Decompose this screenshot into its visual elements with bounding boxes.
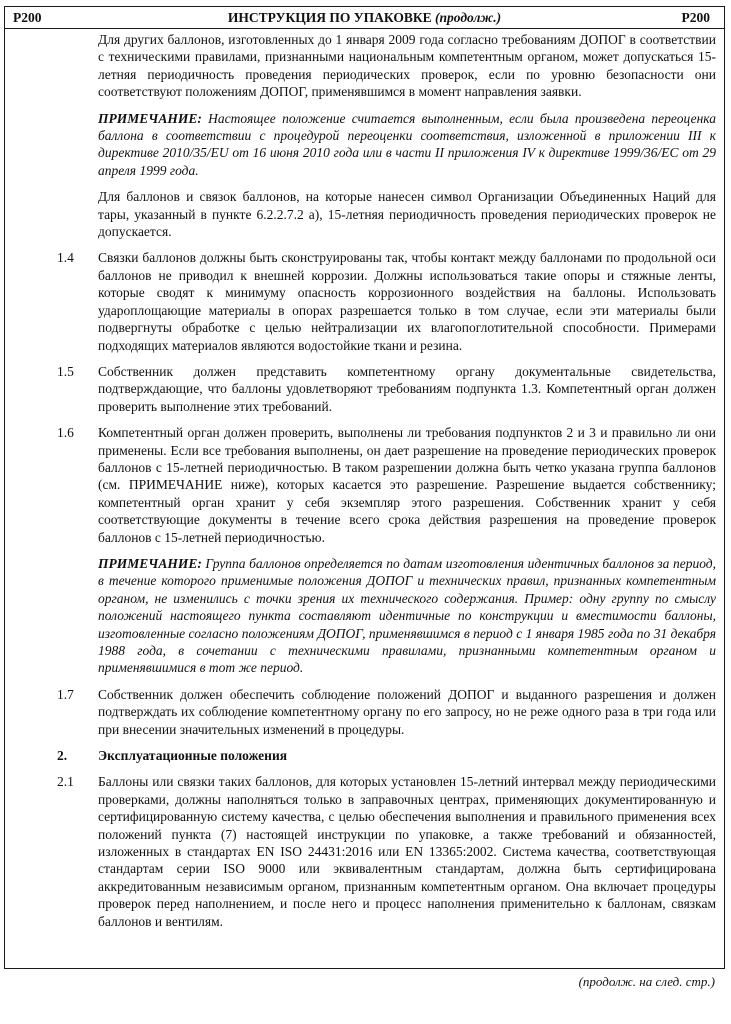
clause-number: 1.6 (57, 425, 74, 441)
note-1-text: Настоящее положение считается выполненным, если была произведена переоценка баллона в соответствии с процедурой переоценки соответствия, изложенной в приложении III к директиве 2010/35/EU от 16 июня 2010 года или в части II приложения IV к директиве 1999/36/EC от 29 апреля 1999 года. (98, 110, 716, 178)
section-number: 2. (57, 748, 68, 764)
clause-number: 2.1 (57, 774, 74, 790)
header-code-left: P200 (13, 10, 42, 25)
clause-1-4 (5, 249, 724, 353)
paragraph-intro (5, 31, 724, 101)
clause-number: 1.4 (57, 250, 74, 266)
note-1 (5, 110, 724, 180)
clause-1-7 (5, 686, 724, 738)
clause-text: Связки баллонов должны быть сконструированы так, чтобы контакт между баллонами по продольной оси баллонов не приводил к внешней коррозии. Должны использоваться такие опоры и стяжные ленты, которые сводят к минимуму опасность коррозионного воздействия на баллоны. Использовать удароплощающие материалы в опорах разрешается только в том случае, если эти материалы были подвергнуты обработке с целью нейтрализации их влагопоглотительной способности. Примерами подходящих материалов являются водостойкие ткани и резина. (98, 250, 716, 353)
note-1-label: ПРИМЕЧАНИЕ: (98, 110, 202, 126)
paragraph-un (5, 188, 724, 240)
clause-number: 1.5 (57, 363, 74, 379)
clause-1-5 (5, 363, 724, 415)
header-title-suffix: (продолж.) (435, 10, 502, 25)
header-title (5, 7, 724, 28)
section-title: Эксплуатационные положения (98, 748, 288, 764)
paragraph-intro-text: Для других баллонов, изготовленных до 1 января 2009 года согласно требованиям ДОПОГ в соответствии с техническими правилами, признанными национальным компетентным органом, может допускаться 15-летняя периодичность проведения периодических проверок, если по уровню безопасности они соответствуют положениям ДОПОГ, применявшимся в момент направления заявки. (98, 32, 716, 100)
note-2-body (98, 555, 716, 677)
clause-number: 1.7 (57, 686, 74, 702)
note-1-body (98, 110, 716, 180)
paragraph-un-text: Для баллонов и связок баллонов, на которые нанесен символ Организации Объединенных Наций для тары, указанный в пункте 6.2.2.7.2 а), 15-летняя периодичность проведения периодических проверок не допускается. (98, 189, 716, 240)
note-2 (5, 555, 724, 677)
clause-1-6 (5, 424, 724, 546)
header-code-right: P200 (681, 10, 710, 25)
clause-2-1 (5, 773, 724, 930)
header-title-text: ИНСТРУКЦИЯ ПО УПАКОВКЕ (227, 10, 432, 25)
section-2-heading (5, 747, 724, 764)
page-header (5, 7, 724, 29)
clause-text: Компетентный орган должен проверить, выполнены ли требования подпунктов 2 и 3 и правильно ли они применены. Если все требования выполнены, он дает разрешение на проведение периодических проверок баллонов с 15-летней периодичностью. В таком разрешении должна быть четко указана группа баллонов (см. ПРИМЕЧАНИЕ ниже), которых касается это разрешение. Разрешение выдается собственнику; компетентный орган хранит у себя экземпляр этого разрешения. Собственник хранит у себя соответствующие документы в течение всего срока действия разрешения на проведение проверок баллонов с 15-летней периодичностью. (98, 425, 716, 545)
note-2-text: Группа баллонов определяется по датам изготовления идентичных баллонов за период, в течение которого применимые положения ДОПОГ и технических правил, признанных компетентным органом, не изменились с точки зрения их технического содержания. Пример: одну группу по смыслу положений настоящего пункта составляют идентичные по конструкции и вместимости баллоны, изготовленные согласно положениям ДОПОГ, применявшимся в период с 1 января 1985 года по 31 декабря 1988 года, в сочетании с техническими правилами, признанными компетентным органом и применявшимися в тот же период. (98, 555, 716, 676)
note-2-label: ПРИМЕЧАНИЕ: (98, 555, 202, 571)
continued-note: (продолж. на след. стр.) (578, 974, 715, 989)
clause-text: Собственник должен представить компетентному органу документальные свидетельства, подтверждающие, что баллоны удовлетворяют требованиям подпункта 1.3. Компетентный орган должен проверить выполнение этих требований. (98, 363, 716, 414)
page-content (5, 31, 724, 939)
clause-text: Баллоны или связки таких баллонов, для которых установлен 15-летний интервал между периодическими проверками, должны наполняться только в заправочных центрах, применяющих документированную и сертифицированную систему качества, с целью обеспечения выполнения и правильного применения всех положений пункта (7) настоящей инструкции по упаковке, а также требований и обязанностей, изложенных в стандартах EN ISO 24431:2016 или EN 13365:2002. Система качества, соответствующая стандартам серии ISO 9000 или эквивалентным стандартам, должна быть сертифицирована аккредитованным независимым органом, признанным компетентным органом. Она включает процедуры проверок перед наполнением, и после него и процесс наполнения применительно к баллонам, связкам баллонов и вентилям. (98, 774, 716, 929)
clause-text: Собственник должен обеспечить соблюдение положений ДОПОГ и выданного разрешения и должен подтверждать их соблюдение компетентному органу по его запросу, но не реже одного раза в три года или при внесении значительных изменений в процедуры. (98, 686, 716, 737)
page-frame (4, 6, 725, 969)
